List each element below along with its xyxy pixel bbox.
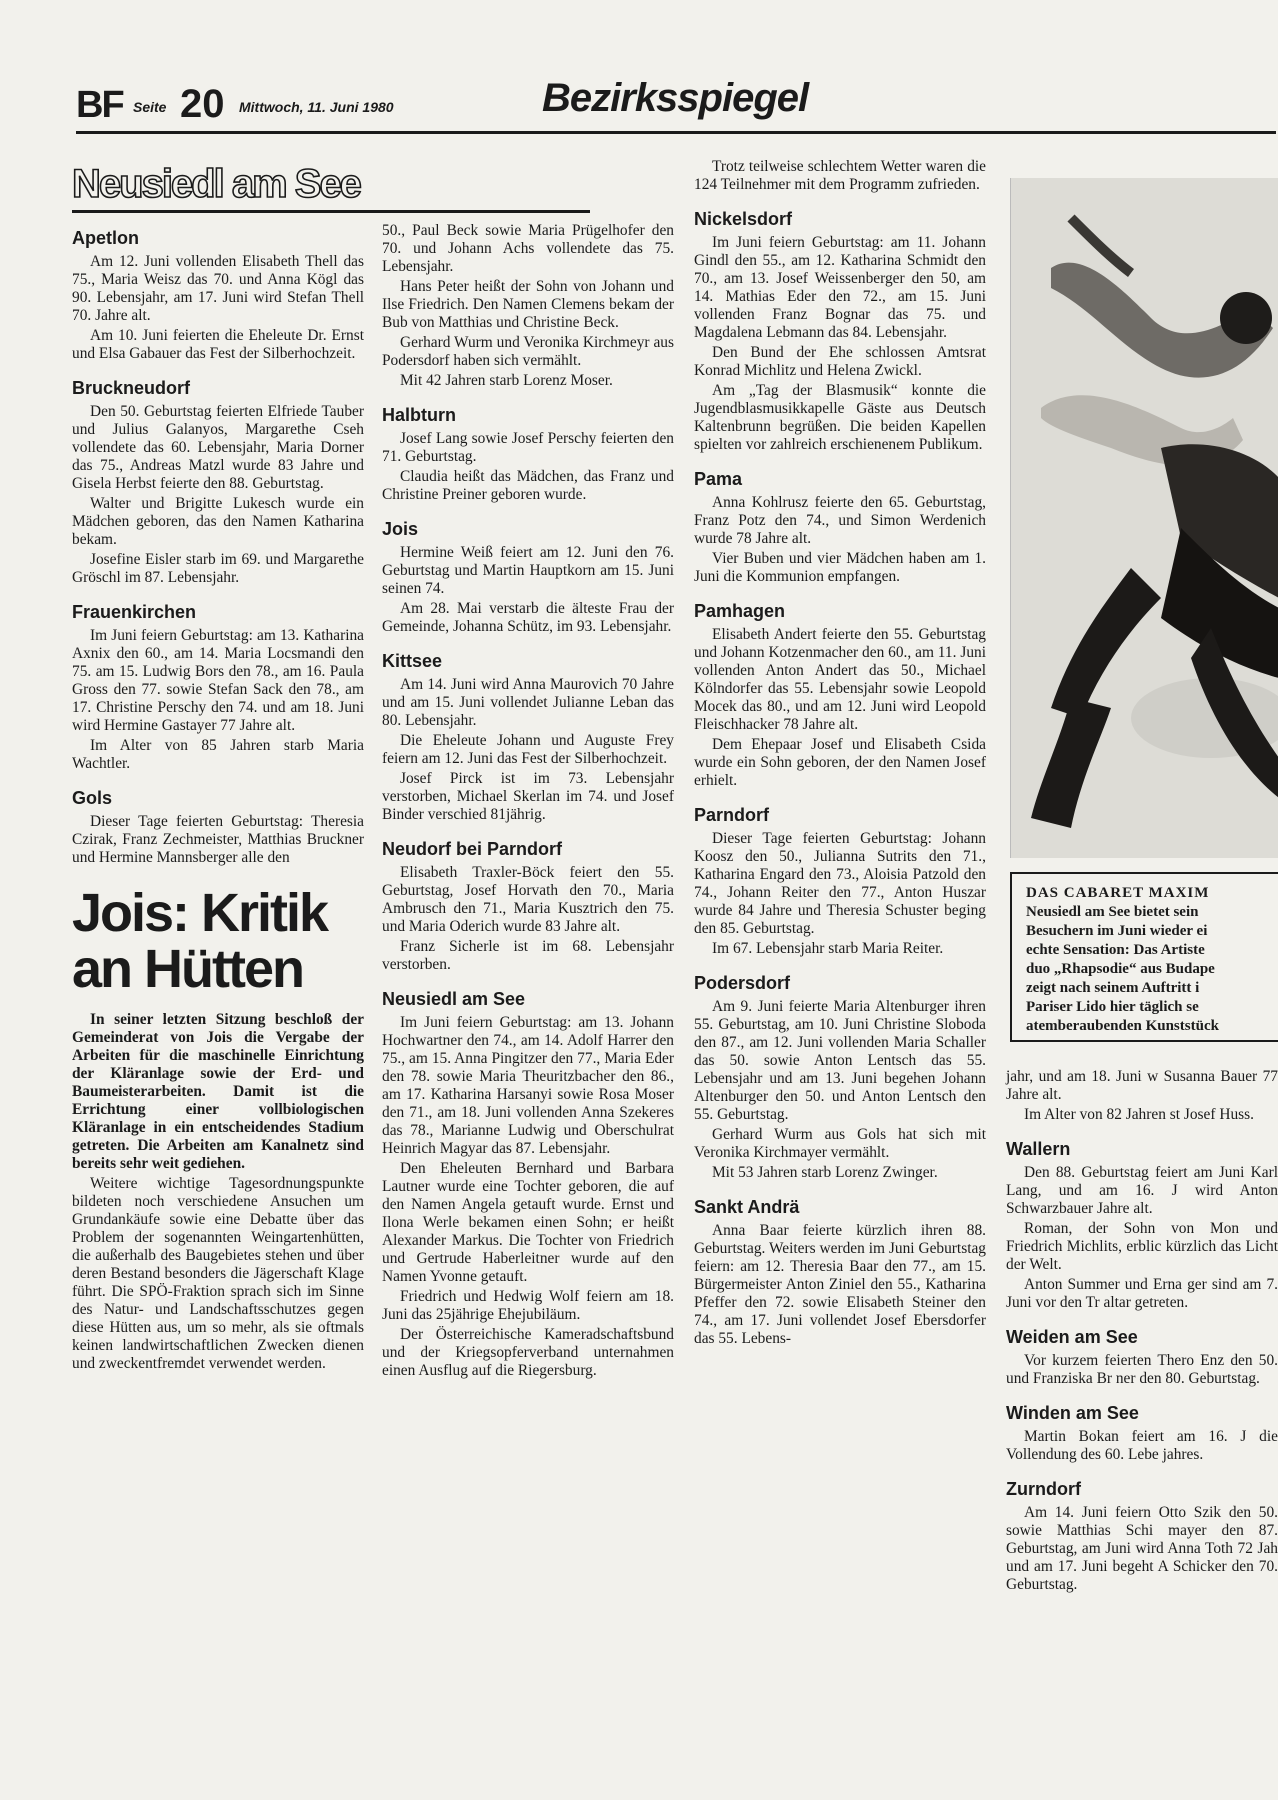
paragraph: Den Bund der Ehe schlossen Amtsrat Konrad Michlitz und Helena Zwickl. — [694, 344, 986, 379]
heading-wallern: Wallern — [1006, 1139, 1071, 1159]
paragraph: Im Juni feiern Geburtstag: am 13. Katharina Axnix den 60., am 14. Maria Locsmandi den 75. am 15. Ludwig Bors den 78., am 16. Paula Gross den 77. sowie Stefan Sack den 78., am 17. Christine Perschy den 74. und am 18. Juni wird Hermine Gastayer 77 Jahre alt. — [72, 627, 364, 734]
caption-line: duo „Rhapsodie“ aus Budape — [1026, 961, 1215, 977]
paragraph: Roman, der Sohn von Mon und Friedrich Michlits, erblic kürzlich das Licht der Welt. — [1006, 1220, 1278, 1273]
heading-apetlon: Apetlon — [72, 228, 139, 248]
paragraph: Gerhard Wurm aus Gols hat sich mit Veronika Kirchmayer vermählt. — [694, 1126, 986, 1161]
heading-pamhagen: Pamhagen — [694, 601, 786, 621]
caption-line: echte Sensation: Das Artiste — [1026, 942, 1205, 958]
heading-parndorf: Parndorf — [694, 805, 770, 825]
paragraph: Den 50. Geburtstag feierten Elfriede Tauber und Julius Galanyos, Margarethe Cseh vollendete das 60. Lebensjahr, Maria Dorner das 75., Andreas Matzl wurde 83 Jahre und Gisela Herbst feierte den 88. Geburtstag. — [72, 403, 364, 492]
paragraph: Mit 42 Jahren starb Lorenz Moser. — [400, 372, 613, 389]
column-4 — [1006, 1068, 1278, 1596]
paragraph: Am 9. Juni feierte Maria Altenburger ihren 55. Geburtstag, am 10. Juni Christine Sloboda den 87., am 12. Juni vollenden Maria Schaller das 50. sowie Anton Lentsch das 55. Lebensjahr und am 13. Juni begehen Johann Altenburger den 50. und Anton Lentsch den 55. Geburtstag. — [694, 998, 986, 1123]
paragraph: Gerhard Wurm und Veronika Kirchmeyr aus Podersdorf haben sich vermählt. — [382, 334, 674, 369]
heading-neusiedl: Neusiedl am See — [382, 989, 526, 1009]
issue-date: Mittwoch, 11. Juni 1980 — [239, 99, 394, 115]
heading-winden: Winden am See — [1006, 1403, 1139, 1423]
article-headline — [72, 885, 364, 997]
cabaret-photo — [1010, 178, 1278, 858]
paragraph: 50., Paul Beck sowie Maria Prügelhofer den 70. und Johann Achs vollendete das 75. Lebensjahr. — [382, 222, 674, 275]
column-2 — [382, 222, 674, 1382]
paragraph: Anton Summer und Erna ger sind am 7. Juni vor den Tr altar getreten. — [1006, 1276, 1278, 1311]
region-title: Neusiedl am See — [72, 158, 590, 213]
paragraph: Dieser Tage feierten Geburtstag: Johann Koosz den 50., Julianna Sutrits den 71., Katharina Engard den 73., Aloisia Patzold den 74., Johann Reiter den 77., Anton Huszar wurde 84 Jahre und Theresia Schuster beging den 85. Geburtstag. — [694, 830, 986, 937]
paragraph: Elisabeth Traxler-Böck feiert den 55. Geburtstag, Josef Horvath den 70., Maria Ambrusch den 71., Maria Kusztrich den 75. und Maria Oderich wurde 83 Jahre alt. — [382, 864, 674, 935]
paragraph: Vor kurzem feierten Thero Enz den 50. und Franziska Br ner den 80. Geburtstag. — [1006, 1352, 1278, 1387]
caption-line: Neusiedl am See bietet sein — [1026, 904, 1199, 920]
heading-nickelsdorf: Nickelsdorf — [694, 209, 793, 229]
paragraph: Trotz teilweise schlechtem Wetter waren die 124 Teilnehmer mit dem Programm zufrieden. — [694, 158, 986, 193]
paragraph: Die Eheleute Johann und Auguste Frey feiern am 12. Juni das Fest der Silberhochzeit. — [382, 732, 674, 767]
paragraph: Anna Kohlrusz feierte den 65. Geburtstag, Franz Potz den 74., und Simon Werdenich wurde 78 Jahre alt. — [694, 494, 986, 547]
caption-line: zeigt nach seinem Auftritt i — [1026, 980, 1200, 996]
column-1 — [72, 158, 364, 1375]
caption-line: Besuchern im Juni wieder ei — [1026, 923, 1208, 939]
paragraph: Walter und Brigitte Lukesch wurde ein Mädchen geboren, das den Namen Katharina bekam. — [72, 495, 364, 548]
paragraph: Dieser Tage feierten Geburtstag: Theresia Czirak, Franz Zechmeister, Matthias Bruckner und Hermine Mannsberger alle den — [72, 813, 364, 866]
heading-bruckneudorf: Bruckneudorf — [72, 378, 191, 398]
masthead — [76, 76, 1276, 126]
paragraph: Josef Lang sowie Josef Perschy feierten den 71. Geburtstag. — [382, 430, 674, 465]
paragraph: Hans Peter heißt der Sohn von Johann und Ilse Friedrich. Den Namen Clemens bekam der Bub von Matthias und Christine Beck. — [382, 278, 674, 331]
paragraph: Martin Bokan feiert am 16. J die Vollendung des 60. Lebe jahres. — [1006, 1428, 1278, 1463]
paragraph: Im 67. Lebensjahr starb Maria Reiter. — [712, 940, 944, 957]
section-title: Bezirksspiegel — [542, 76, 809, 120]
paragraph: Im Alter von 82 Jahren st Josef Huss. — [1024, 1106, 1254, 1123]
paragraph: Am 14. Juni wird Anna Maurovich 70 Jahre und am 15. Juni vollendet Julianne Leban das 80. Lebensjahr. — [382, 676, 674, 729]
photo-caption — [1010, 872, 1278, 1042]
column-3 — [694, 158, 986, 1350]
paragraph: Am 28. Mai verstarb die älteste Frau der Gemeinde, Johanna Schütz, im 93. Lebensjahr. — [382, 600, 674, 635]
paragraph: Im Juni feiern Geburtstag: am 13. Johann Hochwartner den 74., am 14. Adolf Harrer den 75., am 15. Anna Pingitzer den 77., Maria Eder den 78. sowie Maria Theuritzbacher den 86., am 17. Katharina Harsanyi sowie Rosa Moser den 71., am 18. Juni vollenden Anna Szekeres das 78., Marianne Ludwig und Oberschulrat Heinrich Magyar das 87. Lebensjahr. — [382, 1014, 674, 1157]
paragraph: Im Juni feiern Geburtstag: am 11. Johann Gindl den 55., am 12. Katharina Schmidt den 70., am 13. Josef Weissenberger den 50, am 14. Mathias Eder den 72., am 15. Juni vollenden Franz Bognar das 75. und Magdalena Lebmann das 84. Lebensjahr. — [694, 234, 986, 341]
heading-jois: Jois — [382, 519, 419, 539]
heading-kittsee: Kittsee — [382, 651, 443, 671]
paragraph: Den 88. Geburtstag feiert am Juni Karl Lang, und am 16. J wird Anton Schwarzbauer Jahre alt. — [1006, 1164, 1278, 1217]
paragraph: Claudia heißt das Mädchen, das Franz und Christine Preiner geboren wurde. — [382, 468, 674, 503]
paragraph: Den Eheleuten Bernhard und Barbara Lautner wurde eine Tochter geboren, die auf den Namen Angela getauft wurde. Ernst und Ilona Werle bekamen einen Sohn; er heißt Alexander Markus. Die Tochter von Friedrich und Gertrude Haberleitner wurde auf den Namen Yvonne getauft. — [382, 1160, 674, 1285]
paragraph: Friedrich und Hedwig Wolf feiern am 18. Juni das 25jährige Ehejubiläum. — [382, 1288, 674, 1323]
paragraph: Hermine Weiß feiert am 12. Juni den 76. Geburtstag und Martin Hauptkorn am 15. Juni seinen 74. — [382, 544, 674, 597]
page-label: Seite — [133, 99, 167, 115]
paragraph: Dem Ehepaar Josef und Elisabeth Csida wurde ein Sohn geboren, der den Namen Josef erhielt. — [694, 736, 986, 789]
article-lead: In seiner letzten Sitzung beschloß der Gemeinderat von Jois die Vergabe der Arbeiten für die maschinelle Einrichtung der Kläranlage sowie der Erd- und Baumeisterarbeiten. Damit ist die Errichtung einer vollbiologischen Kläranlage in ein entscheidendes Stadium getreten. Die Arbeiten am Kanalnetz sind bereits sehr weit gediehen. — [72, 1011, 364, 1172]
masthead-rule — [76, 131, 1276, 134]
heading-weiden: Weiden am See — [1006, 1327, 1138, 1347]
paragraph: Elisabeth Andert feierte den 55. Geburtstag und Johann Kotzenmacher den 60., am 11. Juni vollenden Anton Andert das 50., Michael Kölndorfer das 55. Lebensjahr sowie Leopold Mocek das 80., und am 12. Juni wird Leopold Fleischhacker 78 Jahre alt. — [694, 626, 986, 733]
heading-sankt-andrae: Sankt Andrä — [694, 1197, 800, 1217]
heading-zurndorf: Zurndorf — [1006, 1479, 1081, 1499]
dancers-illustration — [1011, 178, 1278, 858]
paragraph: Am „Tag der Blasmusik“ konnte die Jugendblasmusikkapelle Gäste aus Deutsch Kaltenbrunn begrüßen. Die beiden Kapellen spielten vor zahlreich erschienenem Publikum. — [694, 382, 986, 453]
paragraph: Weitere wichtige Tagesordnungspunkte bildeten noch verschiedene Ansuchen um Grundankäufe sowie eine Debatte über das Problem der sogenannten Weingartenhütten, die außerhalb des Baugebietes stehen und über deren Bestand besonders die Jägerschaft Klage führt. Die SPÖ-Fraktion sprach sich im Sinne des Natur- und Landschaftsschutzes gegen diese Hütten aus, um so mehr, als sie oftmals keinen landwirtschaftlichen Zwecken dienen und zweckentfremdet verwendet werden. — [72, 1175, 364, 1372]
heading-neudorf: Neudorf bei Parndorf — [382, 839, 563, 859]
paragraph: Im Alter von 85 Jahren starb Maria Wachtler. — [72, 737, 364, 772]
caption-line: Pariser Lido hier täglich se — [1026, 999, 1199, 1015]
heading-pama: Pama — [694, 469, 743, 489]
paragraph: Josef Pirck ist im 73. Lebensjahr verstorben, Michael Skerlan im 74. und Josef Binder verschied 81jährig. — [382, 770, 674, 823]
paragraph: Josefine Eisler starb im 69. und Margarethe Gröschl im 87. Lebensjahr. — [72, 551, 364, 586]
paragraph: Am 12. Juni vollenden Elisabeth Thell das 75., Maria Weisz das 70. und Anna Kögl das 90. Lebensjahr, am 17. Juni wird Stefan Thell 70. Jahre alt. — [72, 253, 364, 324]
paragraph: Anna Baar feierte kürzlich ihren 88. Geburtstag. Weiters werden im Juni Geburtstag feiern: am 12. Theresia Baar den 77., am 15. Bürgermeister Anton Ziniel den 55., Katharina Pfeffer den 72. sowie Elisabeth Steiner den 74., am 17. Juni vollendet Josef Ebersdorfer das 55. Lebens- — [694, 1222, 986, 1347]
paragraph: Am 10. Juni feierten die Eheleute Dr. Ernst und Elsa Gabauer das Fest der Silberhochzeit. — [72, 327, 364, 362]
heading-halbturn: Halbturn — [382, 405, 456, 425]
headline-line: an Hütten — [72, 939, 303, 999]
heading-frauenkirchen: Frauenkirchen — [72, 602, 197, 622]
caption-line: DAS CABARET MAXIM — [1026, 885, 1210, 901]
headline-line: Jois: Kritik — [72, 883, 328, 943]
heading-podersdorf: Podersdorf — [694, 973, 791, 993]
paragraph: Vier Buben und vier Mädchen haben am 1. Juni die Kommunion empfangen. — [694, 550, 986, 585]
paragraph: Der Österreichische Kameradschaftsbund und der Kriegsopferverband unternahmen einen Ausflug auf die Riegersburg. — [382, 1326, 674, 1379]
newspaper-logo: BF — [76, 84, 123, 126]
page-number: 20 — [180, 82, 225, 126]
paragraph: Franz Sicherle ist im 68. Lebensjahr verstorben. — [382, 938, 674, 973]
heading-gols: Gols — [72, 788, 113, 808]
paragraph: jahr, und am 18. Juni w Susanna Bauer 77 Jahre alt. — [1006, 1068, 1278, 1103]
paragraph: Mit 53 Jahren starb Lorenz Zwinger. — [712, 1164, 938, 1181]
paragraph: Am 14. Juni feiern Otto Szik den 50. sowie Matthias Schi mayer den 87. Geburtstag, am Juni wird Anna Toth 72 Jah und am 17. Juni begeht A Schicker den 70. Geburtstag. — [1006, 1504, 1278, 1593]
caption-line: atemberaubenden Kunststück — [1026, 1018, 1219, 1034]
